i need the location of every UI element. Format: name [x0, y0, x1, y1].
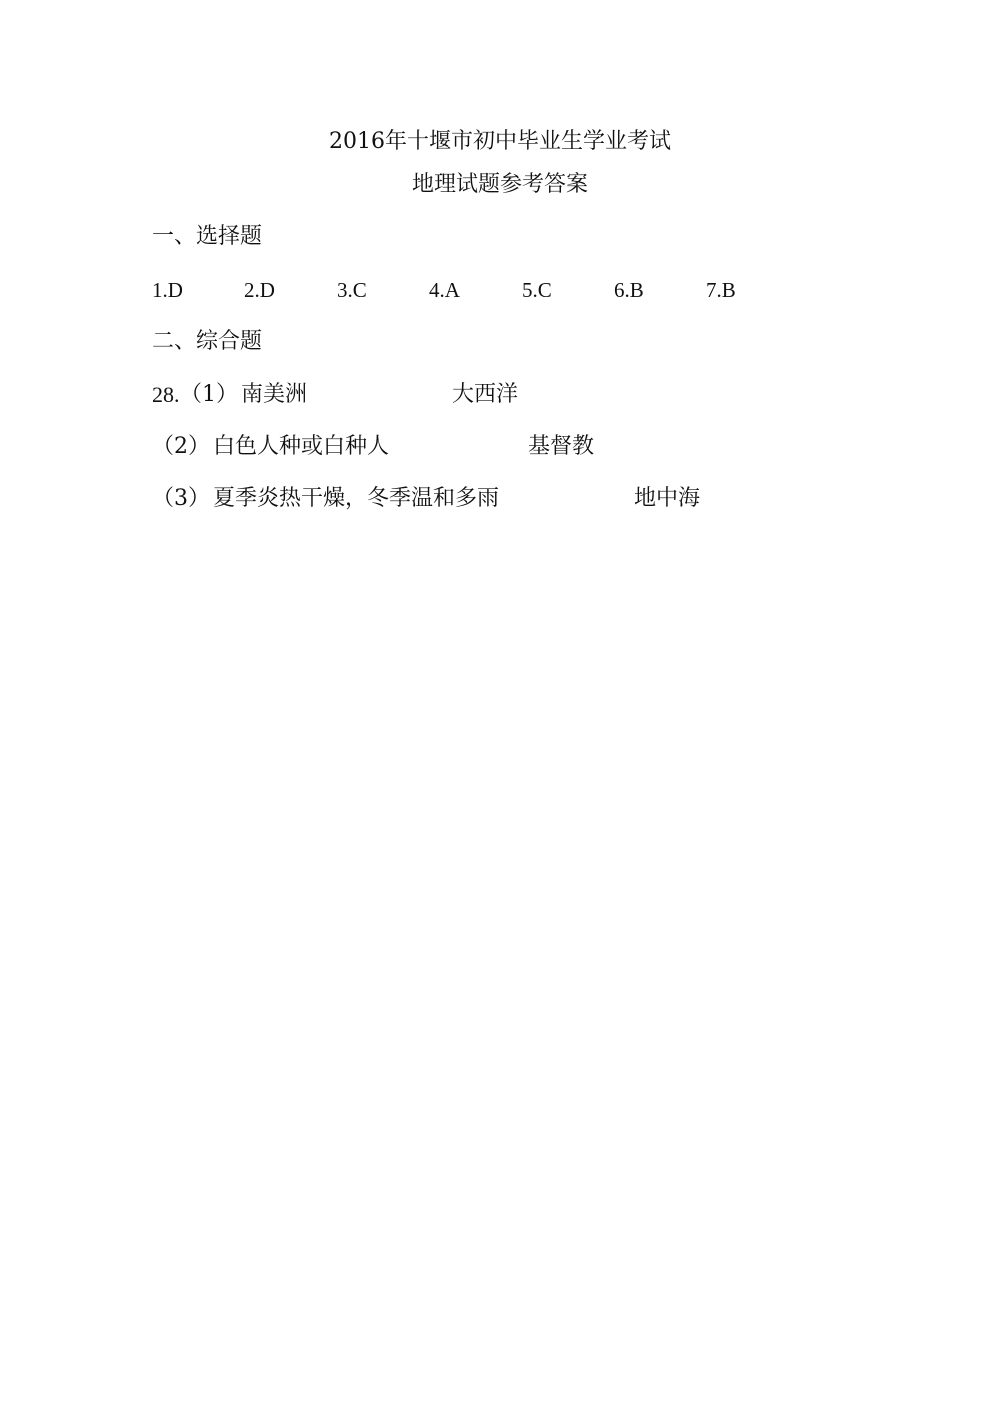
- q28-item-3-answer-b: 地中海: [634, 486, 701, 511]
- document-subtitle: 地理试题参考答案: [411, 172, 588, 197]
- mc-answer-7: 7.B: [706, 278, 736, 302]
- mc-answer-1: 1.D: [152, 278, 183, 302]
- mc-answer-5: 5.C: [522, 278, 552, 302]
- q28-item-2-answer-a: 白色人种或白种人: [213, 434, 390, 459]
- mc-answer-3: 3.C: [337, 278, 367, 302]
- section-heading-comprehensive: 二、综合题: [152, 329, 263, 354]
- q28-item-2-label: （2）: [152, 434, 210, 459]
- section-heading-multiple-choice: 一、选择题: [152, 224, 263, 249]
- q28-item-1-label: （1）: [180, 382, 238, 407]
- document-title: 2016年十堰市初中毕业生学业考试: [329, 129, 671, 154]
- q28-item-1-answer-a: 南美洲: [241, 382, 308, 407]
- q28-item-3-answer-a: 夏季炎热干燥，冬季温和多雨: [213, 486, 500, 511]
- q28-item-2-answer-b: 基督教: [528, 434, 595, 459]
- mc-answer-4: 4.A: [429, 278, 460, 302]
- mc-answer-2: 2.D: [244, 278, 275, 302]
- mc-answer-6: 6.B: [614, 278, 644, 302]
- q28-item-3-label: （3）: [152, 486, 210, 511]
- q28-item-1-answer-b: 大西洋: [452, 382, 519, 407]
- q28-number: 28.: [152, 382, 180, 407]
